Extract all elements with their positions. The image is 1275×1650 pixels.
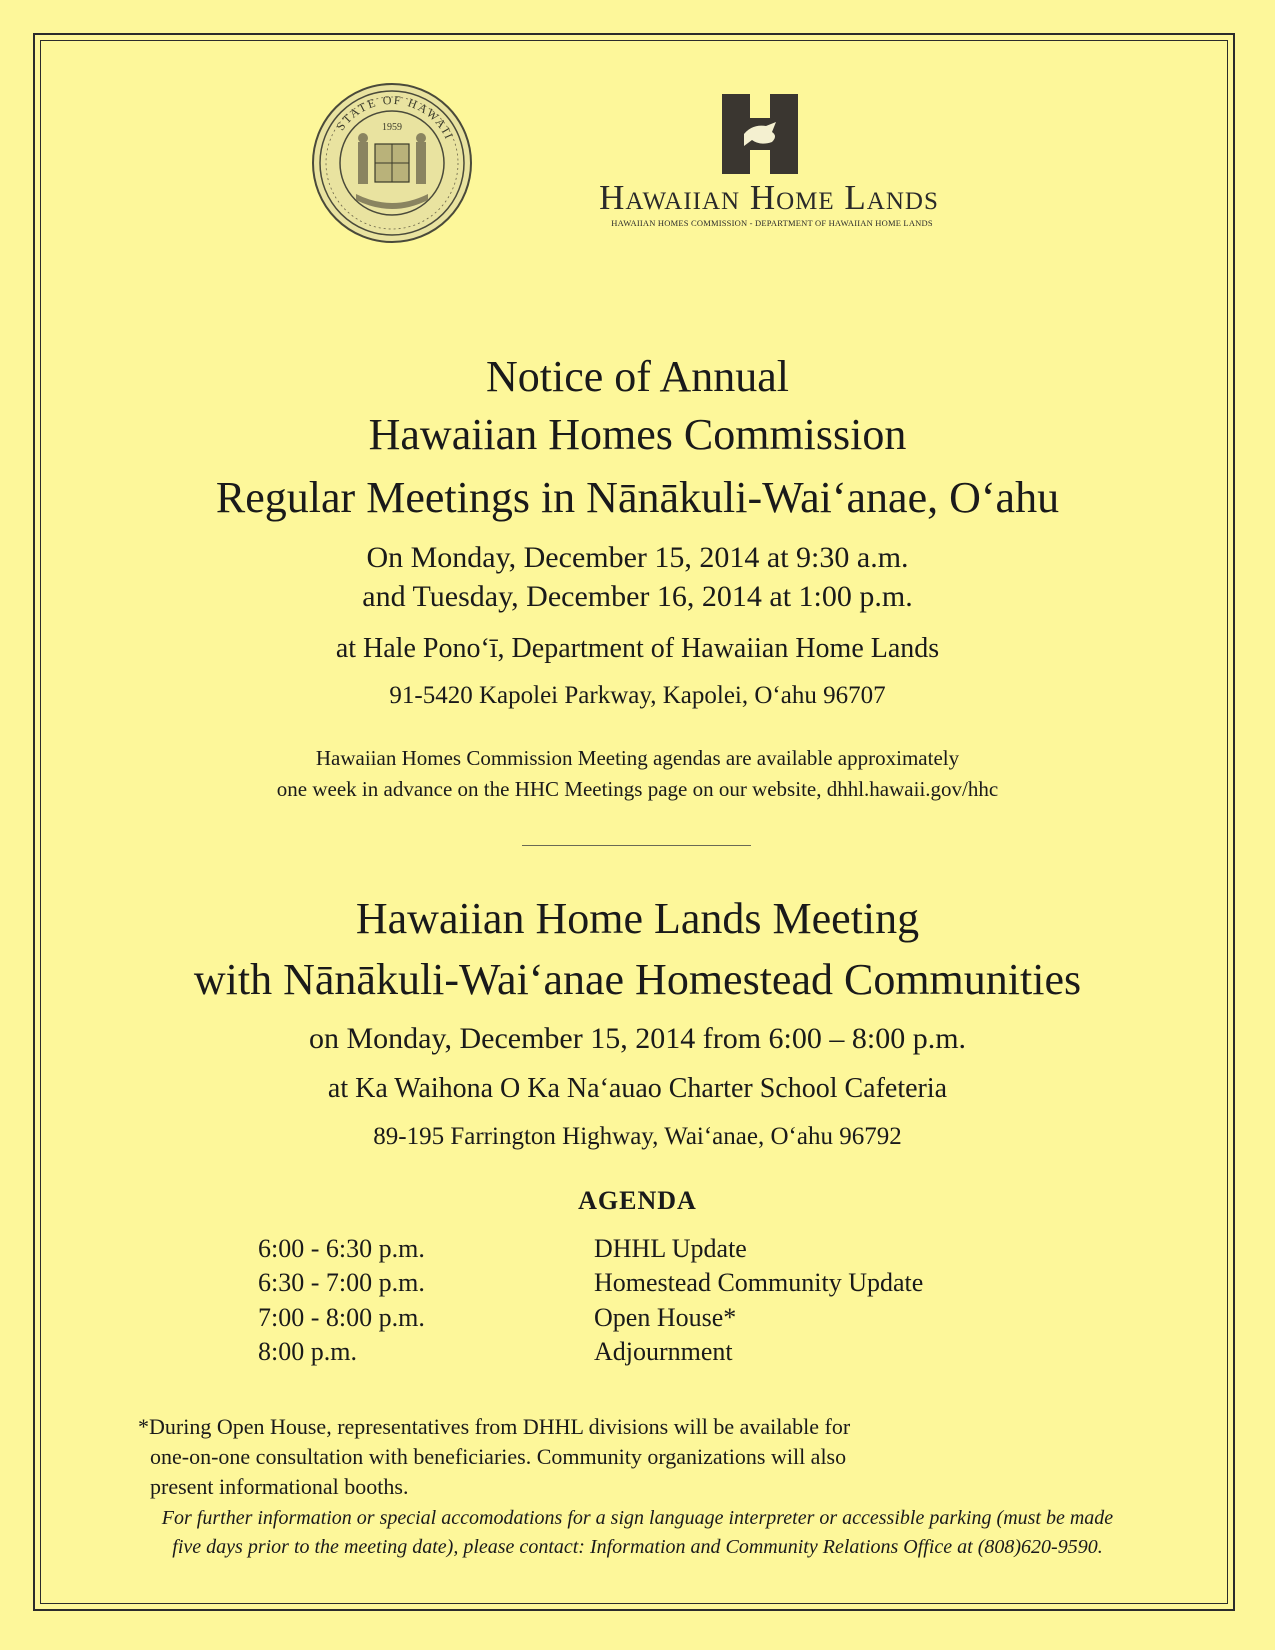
logo-title: Hawaiian Home Lands — [599, 178, 939, 217]
agenda-item: Adjournment — [594, 1337, 733, 1366]
community-meeting-date: on Monday, December 15, 2014 from 6:00 – 8:00 p.m. — [308, 1022, 967, 1055]
footnote-line1: *During Open House, representatives from DHHL divisions will be available for — [138, 1414, 851, 1439]
inner-border — [40, 40, 1228, 1604]
notice-title-line1: Notice of Annual — [485, 352, 790, 401]
community-meeting-title-line2: with Nānākuli-Waiʻanae Homestead Communities — [193, 955, 1082, 1004]
community-meeting-address: 89-195 Farrington Highway, Waiʻanae, Oʻahu 96792 — [373, 1123, 902, 1150]
notice-title-line3: Regular Meetings in Nānākuli-Waiʻanae, Oʻahu — [215, 473, 1060, 522]
notice-date-line1: On Monday, December 15, 2014 at 9:30 a.m. — [366, 541, 909, 574]
footnote-line3: present informational booths. — [150, 1474, 409, 1499]
section-divider — [522, 845, 751, 846]
agenda-item: Homestead Community Update — [594, 1268, 924, 1297]
agenda-availability-note-line1: Hawaiian Homes Commission Meeting agendas are available approximately — [315, 746, 960, 770]
agenda-time: 6:00 - 6:30 p.m. — [258, 1234, 425, 1263]
community-meeting-location: at Ka Waihona O Ka Naʻauao Charter School Cafeteria — [327, 1073, 948, 1104]
agenda-time: 6:30 - 7:00 p.m. — [258, 1268, 425, 1297]
agenda-time: 7:00 - 8:00 p.m. — [258, 1303, 425, 1332]
logo-subtitle: HAWAIIAN HOMES COMMISSION - DEPARTMENT OF HAWAIIAN HOME LANDS — [611, 218, 933, 228]
agenda-item: Open House* — [594, 1303, 737, 1332]
community-meeting-title-line1: Hawaiian Home Lands Meeting — [355, 894, 920, 943]
state-seal-icon — [311, 82, 473, 244]
contact-info-line1: For further information or special accomodations for a sign language interpreter or accessible parking (must be made — [161, 1507, 1114, 1529]
agenda-item: DHHL Update — [594, 1234, 747, 1263]
notice-location: at Hale Ponoʻī, Department of Hawaiian Home Lands — [335, 633, 940, 664]
agenda-availability-note-line2: one week in advance on the HHC Meetings page on our website, dhhl.hawaii.gov/hhc — [276, 777, 999, 801]
notice-address: 91-5420 Kapolei Parkway, Kapolei, Oʻahu 96707 — [389, 682, 886, 709]
contact-info-line2: five days prior to the meeting date), please contact: Information and Community Relations Office at (808)620-9590. — [172, 1536, 1103, 1558]
hawaiian-home-lands-logo-icon — [722, 94, 798, 174]
notice-date-line2: and Tuesday, December 16, 2014 at 1:00 p.m. — [362, 580, 913, 613]
agenda-time: 8:00 p.m. — [258, 1337, 357, 1366]
svg-text:STATE OF HAWAII: STATE OF HAWAII — [333, 92, 457, 143]
notice-title-line2: Hawaiian Homes Commission — [368, 410, 907, 459]
svg-text:1959: 1959 — [382, 122, 402, 133]
agenda-heading: AGENDA — [578, 1186, 697, 1215]
footnote-line2: one-on-one consultation with beneficiaries. Community organizations will also — [150, 1444, 847, 1469]
